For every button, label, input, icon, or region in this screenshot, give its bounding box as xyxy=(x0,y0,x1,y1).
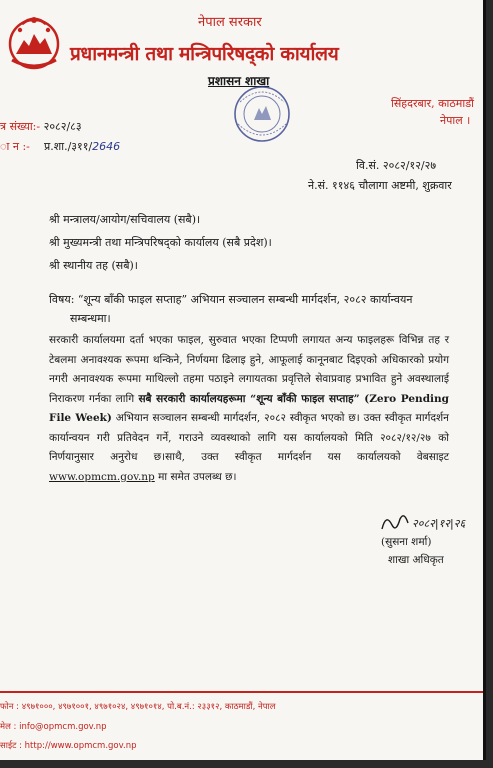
signatory-name: (सुसना शर्मा) xyxy=(381,536,432,548)
letter-body xyxy=(49,331,449,487)
footer-website[interactable]: साईट : http://www.opmcm.gov.np xyxy=(0,741,137,751)
body-bold: सबै सरकारी कार्यालयहरूमा “शून्य बाँकी फाइल सप्ताह” (Zero Pending File Week) xyxy=(49,392,449,424)
chalani-number xyxy=(0,139,121,154)
footer-phone: फोन : ४९७१०००, ४९७१००१, ४९७१०२४, ४९७१०१४, पो.ब.नं.: २३३१२, काठमाडौं, नेपाल xyxy=(0,702,276,712)
recipient-3: श्री स्थानीय तह (सबै)। xyxy=(49,259,138,272)
subject-line-2: सम्बन्धमा। xyxy=(70,312,111,325)
ns-date: ने.सं. ११४६ चौलागा अष्टमी, शुक्रवार xyxy=(308,179,452,192)
footer-email[interactable]: मेल : info@opmcm.gov.np xyxy=(0,722,107,732)
body-part-3: मा समेत उपलब्ध छ। xyxy=(154,470,237,483)
recipient-2: श्री मुख्यमन्त्री तथा मन्त्रिपरिषद्को कार्यालय (सबै प्रदेश)। xyxy=(49,236,272,249)
website-link[interactable]: www.opmcm.gov.np xyxy=(49,470,155,483)
government-name: नेपाल सरकार xyxy=(198,15,262,30)
office-name: प्रधानमन्त्री तथा मन्त्रिपरिषद्को कार्यालय xyxy=(70,43,339,65)
signatory-title: शाखा अधिकृत xyxy=(388,554,444,566)
address-line-1: सिंहदरबार, काठमाडौं xyxy=(391,97,474,110)
address-line-2: नेपाल । xyxy=(440,114,471,127)
signature-handwritten-date: २०८२|१२|२६ xyxy=(412,517,466,530)
chalani-handwritten: 2646 xyxy=(92,140,121,153)
subject xyxy=(49,290,449,328)
bs-date: वि.सं. २०८२/१२/२७ xyxy=(356,159,437,172)
patra-value: २०८२/८३ xyxy=(43,120,82,133)
chalani-value: प्र.शा./३११/ xyxy=(44,140,93,153)
footer-divider xyxy=(0,691,486,693)
body-part-2: अभियान सञ्चालन सम्बन्धी मार्गदर्शन, २०८२ स्वीकृत भएको छ। उक्त स्वीकृत मार्गदर्शन कार्यान्वयन गरी प्रतिवेदन गर्ने, गराउने व्यवस्थाको लागि यस कार्यालयको मिति २०८२/१२/२७ को निर्णयानुसार अनुरोध छ।साथै, उक्त स्वीकृत मार्गदर्शन यस कार्यालयको वेबसाइट xyxy=(49,412,449,463)
subject-line-1: विषय: “शून्य बाँकी फाइल सप्ताह” अभियान सञ्चालन सम्बन्धी मार्गदर्शन, २०८२ कार्यान्वयन xyxy=(49,293,413,306)
department-name: प्रशासन शाखा xyxy=(208,74,270,88)
patra-label: त्र संख्या:- xyxy=(0,120,41,133)
chalani-label: ा न :- xyxy=(0,140,30,153)
office-seal-icon xyxy=(228,84,298,148)
recipient-1: श्री मन्त्रालय/आयोग/सचिवालय (सबै)। xyxy=(49,213,201,226)
nepal-emblem-icon xyxy=(2,10,66,74)
signature-icon xyxy=(378,509,478,537)
body-part-1: सरकारी कार्यालयमा दर्ता भएका फाइल, सुरुवात भएका टिप्पणी लगायत अन्य फाइलहरू विभिन्न तह र टेबलमा अनावश्यक रूपमा थन्किने, निर्णयमा ढिलाइ हुने, आफूलाई कानूनबाट दिइएको अधिकारको प्रयोग नगरी अनावश्यक रूपमा माथिल्लो तहमा पठाइने लगायतका प्रवृत्तिले सेवाप्रवाह प्रभावित हुने अवस्थालाई निराकरण गर्नका लागि xyxy=(49,334,449,405)
patra-sankhya xyxy=(0,119,82,134)
